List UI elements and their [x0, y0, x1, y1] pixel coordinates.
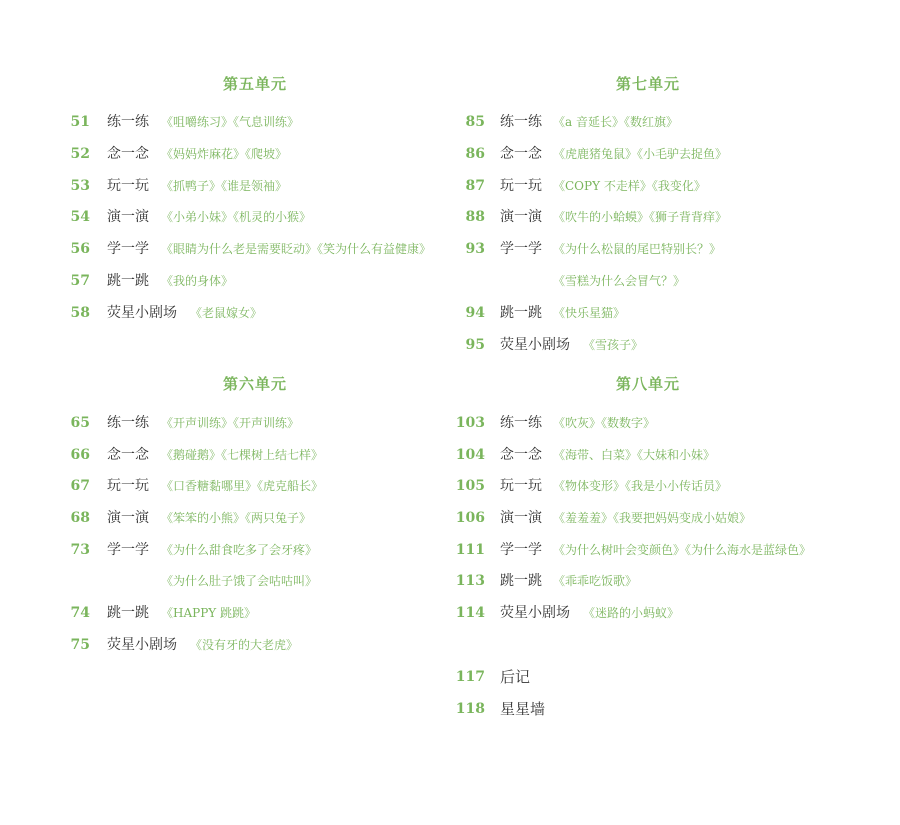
entry-titles: 《为什么甜食吃多了会牙疼》 [161, 543, 318, 557]
category-label: 念一念 [500, 146, 542, 162]
page-number: 87 [465, 178, 485, 194]
category-label: 念一念 [107, 146, 149, 162]
unit-title: 第七单元 [615, 75, 680, 93]
page-number: 66 [70, 447, 90, 463]
entry-titles: 《口香糖黏哪里》《虎克船长》 [161, 479, 324, 493]
page-number: 88 [465, 209, 485, 225]
page-number: 68 [70, 510, 90, 526]
entry-titles: 《为什么松鼠的尾巴特别长？》 [553, 242, 722, 256]
page-number: 65 [70, 415, 90, 431]
category-label: 练一练 [107, 415, 149, 431]
category-label: 念一念 [500, 447, 542, 463]
page-number: 67 [70, 478, 90, 494]
page-number: 118 [455, 701, 485, 717]
category-label: 跳一跳 [107, 273, 149, 289]
unit-title: 第六单元 [222, 375, 287, 393]
entry-titles: 《咀嚼练习》《气息训练》 [161, 115, 300, 129]
category-label: 玩一玩 [107, 478, 149, 494]
category-label: 演一演 [107, 510, 149, 526]
section-label: 后记 [500, 668, 531, 686]
page-number: 58 [70, 305, 90, 321]
entry-titles: 《没有牙的大老虎》 [190, 638, 299, 652]
entry-titles: 《眼睛为什么老是需要眨动》《笑为什么有益健康》 [161, 242, 432, 256]
entry-titles: 《海带、白菜》《大妹和小妹》 [553, 448, 716, 462]
category-label: 演一演 [500, 209, 542, 225]
page-number: 93 [465, 241, 485, 257]
page-number: 86 [465, 146, 485, 162]
category-label: 玩一玩 [500, 178, 542, 194]
category-label: 荧星小剧场 [107, 637, 177, 653]
page-number: 73 [70, 542, 90, 558]
page-number: 57 [70, 273, 90, 289]
category-label: 练一练 [500, 114, 542, 130]
page-number: 94 [465, 305, 485, 321]
page-number: 104 [455, 447, 485, 463]
page-number: 103 [455, 415, 485, 431]
category-label: 跳一跳 [500, 573, 542, 589]
category-label: 练一练 [107, 114, 149, 130]
category-label: 玩一玩 [107, 178, 149, 194]
page-number: 95 [465, 337, 485, 353]
page-number: 85 [465, 114, 485, 130]
entry-titles: 《吹灰》《数数字》 [553, 416, 656, 430]
category-label: 跳一跳 [107, 605, 149, 621]
section-label: 星星墙 [500, 700, 546, 718]
unit-title: 第八单元 [615, 375, 680, 393]
entry-titles: 《抓鸭子》《谁是领袖》 [161, 179, 288, 193]
category-label: 玩一玩 [500, 478, 542, 494]
page-number: 113 [455, 573, 485, 589]
page-number: 75 [70, 637, 90, 653]
entry-titles: 《HAPPY 跳跳》 [161, 606, 257, 620]
page-number: 51 [70, 114, 90, 130]
entry-titles: 《雪孩子》 [583, 338, 644, 352]
category-label: 学一学 [107, 241, 149, 257]
page-number: 52 [70, 146, 90, 162]
category-label: 演一演 [500, 510, 542, 526]
page-number: 56 [70, 241, 90, 257]
entry-titles: 《开声训练》《开声训练》 [161, 416, 300, 430]
page-number: 117 [455, 669, 485, 685]
entry-titles: 《COPY 不走样》《我变化》 [553, 179, 706, 193]
category-label: 练一练 [500, 415, 542, 431]
category-label: 演一演 [107, 209, 149, 225]
category-label: 荧星小剧场 [500, 337, 570, 353]
category-label: 荧星小剧场 [500, 605, 570, 621]
entry-titles: 《妈妈炸麻花》《爬坡》 [161, 147, 288, 161]
entry-titles: 《为什么肚子饿了会咕咕叫》 [161, 574, 318, 588]
entry-titles: 《小弟小妹》《机灵的小猴》 [161, 210, 312, 224]
entry-titles: 《虎鹿猪兔鼠》《小毛驴去捉鱼》 [553, 147, 728, 161]
category-label: 念一念 [107, 447, 149, 463]
entry-titles: 《雪糕为什么会冒气？》 [553, 274, 686, 288]
entry-titles: 《快乐星猫》 [553, 306, 626, 320]
page-number: 74 [70, 605, 90, 621]
entry-titles: 《吹牛的小蛤蟆》《狮子背背痒》 [553, 210, 728, 224]
entry-titles: 《羞羞羞》《我要把妈妈变成小姑娘》 [553, 511, 752, 525]
category-label: 跳一跳 [500, 305, 542, 321]
entry-titles: 《乖乖吃饭歌》 [553, 574, 638, 588]
page-number: 54 [70, 209, 90, 225]
category-label: 荧星小剧场 [107, 305, 177, 321]
page-number: 114 [455, 605, 485, 621]
page-number: 111 [455, 542, 485, 558]
entry-titles: 《我的身体》 [161, 274, 234, 288]
unit-title: 第五单元 [222, 75, 287, 93]
entry-titles: 《a 音延长》《数红旗》 [553, 115, 678, 129]
page-number: 105 [455, 478, 485, 494]
entry-titles: 《老鼠嫁女》 [190, 306, 263, 320]
category-label: 学一学 [107, 542, 149, 558]
page-number: 106 [455, 510, 485, 526]
entry-titles: 《笨笨的小熊》《两只兔子》 [161, 511, 312, 525]
entry-titles: 《鹅碰鹅》《七棵树上结七样》 [161, 448, 324, 462]
entry-titles: 《迷路的小蚂蚁》 [583, 606, 680, 620]
page-number: 53 [70, 178, 90, 194]
entry-titles: 《为什么树叶会变颜色》《为什么海水是蓝绿色》 [553, 543, 812, 557]
category-label: 学一学 [500, 542, 542, 558]
entry-titles: 《物体变形》《我是小小传话员》 [553, 479, 728, 493]
category-label: 学一学 [500, 241, 542, 257]
